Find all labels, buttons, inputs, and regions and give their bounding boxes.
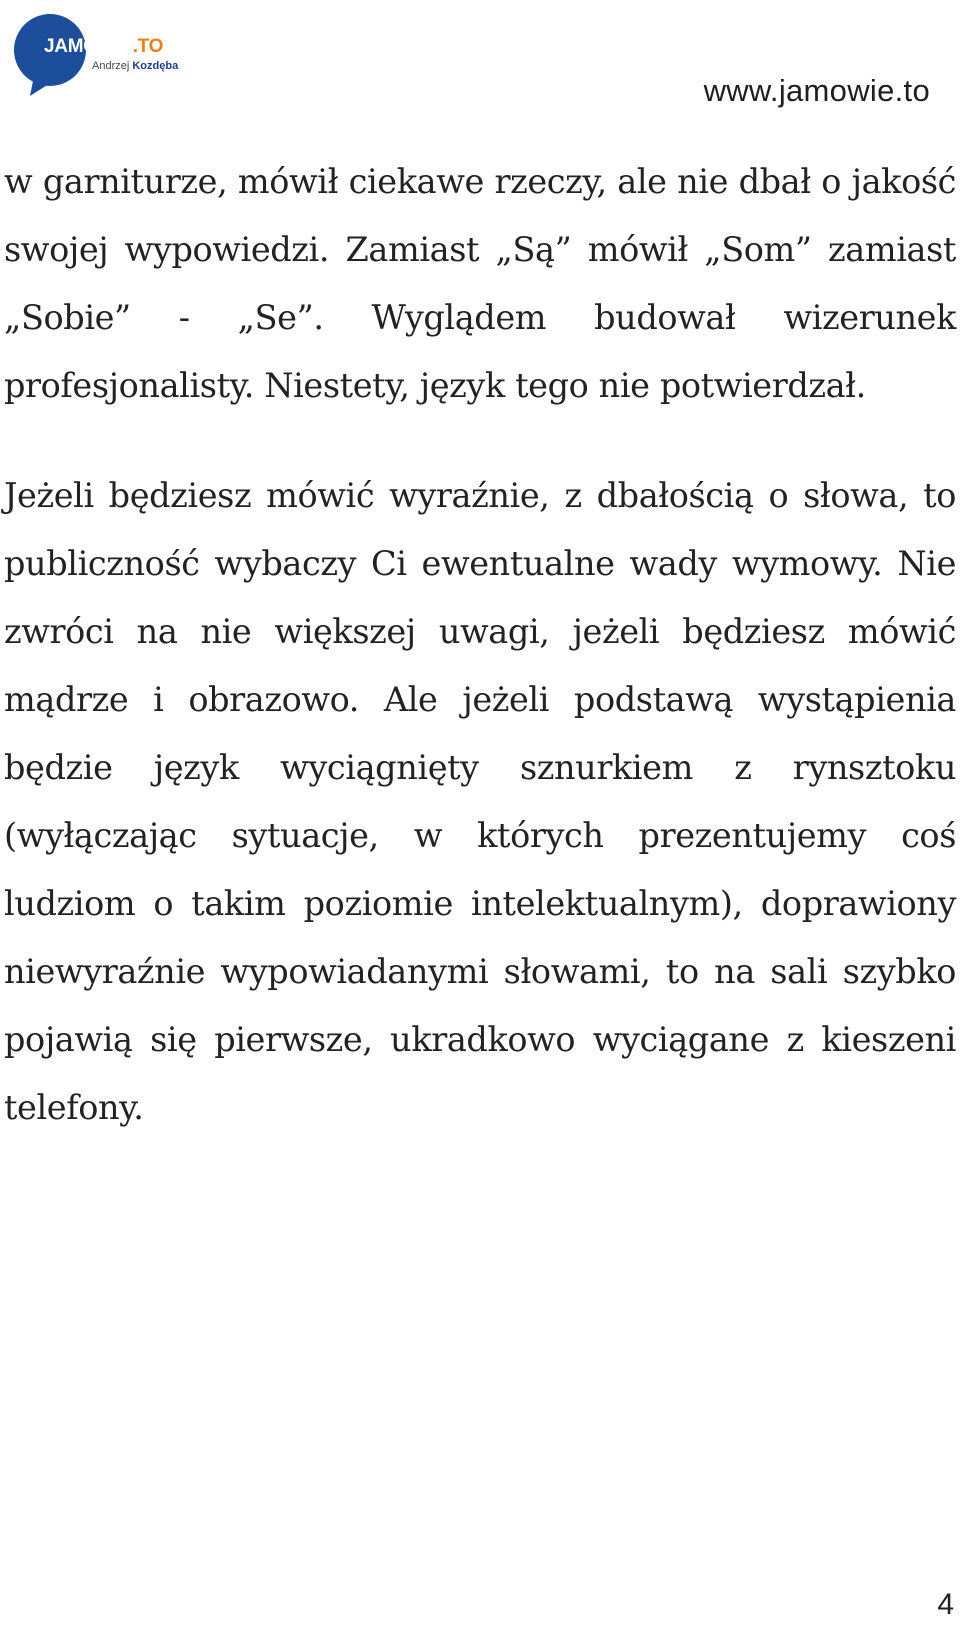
paragraph: Jeżeli będziesz mówić wyraźnie, z dbałością o słowa, to publiczność wybaczy Ci ewentualne wady wymowy. Nie zwróci na nie większej uwagi, jeżeli będziesz mówić mądrze i obrazowo. Ale jeżeli podstawą wystąpienia będzie język wyciągnięty sznurkiem z rynsztoku (wyłączając sytuacje, w których prezentujemy coś ludziom o takim poziomie intelektualnym), doprawiony niewyraźnie wypowiadanymi słowami, to na sali szybko pojawią się pierwsze, ukradkowo wyciągane z kieszeni telefony. [4, 476, 956, 1127]
logo-author [92, 60, 178, 72]
logo-to: .TO [132, 36, 164, 57]
paragraph: w garniturze, mówił ciekawe rzeczy, ale nie dbał o jakość swojej wypowiedzi. Zamiast „Są” mówił „Som” zamiast „Sobie” - „Se”. Wyglądem budował wizerunek profesjonalisty. Niestety, język tego nie potwierdzał. [4, 162, 956, 405]
logo-wordmark [44, 36, 163, 58]
logo-author-first-name: Andrzej [92, 60, 130, 72]
logo-author-last-name: Kozdęba [132, 60, 179, 72]
page-number: 4 [937, 1588, 954, 1621]
site-url[interactable]: www.jamowie.to [703, 73, 930, 108]
document-body [4, 148, 956, 1142]
logo-ja: JA [44, 36, 68, 57]
logo-mowie: MÓWIĘ [67, 36, 133, 57]
jamowie-logo[interactable] [12, 10, 182, 100]
